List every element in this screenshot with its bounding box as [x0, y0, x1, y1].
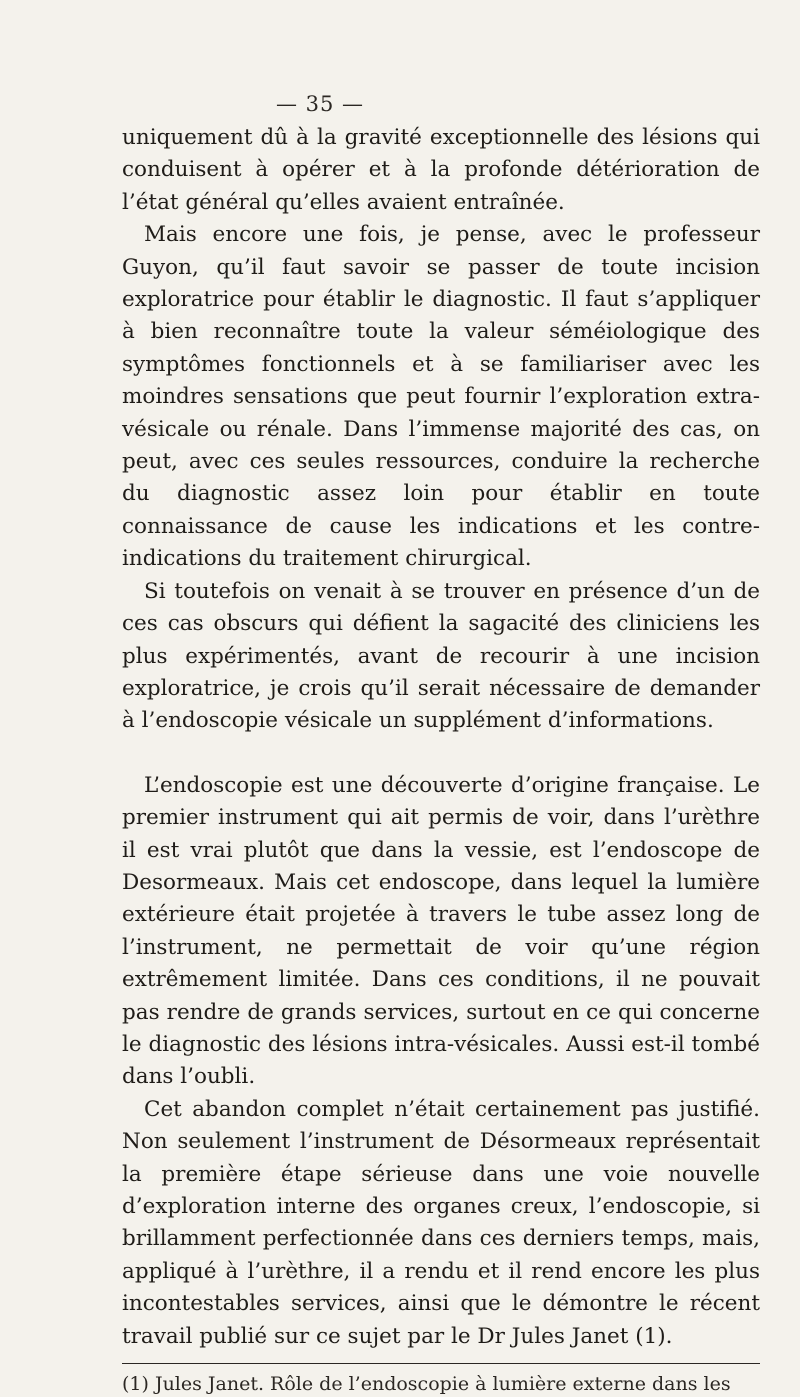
page-number: — 35 — — [275, 92, 365, 116]
body-text — [122, 122, 760, 1353]
paragraph-guyon: Mais encore une fois, je pense, avec le professeur Guyon, qu’il faut savoir se passer de toute incision exploratrice pour établir le diagnostic. Il faut s’appliquer à bien reconnaître toute la valeur séméiologique des symptômes fonctionnels et à se familiariser avec les moindres sensations que peut fournir l’exploration extra-vésicale ou rénale. Dans l’immense majorité des cas, on peut, avec ces seules ressources, conduire la recherche du diagnostic assez loin pour établir en toute connaissance de cause les indications et les contre-indications du traitement chirurgical. — [122, 222, 760, 572]
paragraph-abandon: Cet abandon complet n’était certainement pas justifié. Non seulement l’instrument de Désormeaux représentait la première étape sérieuse dans une voie nouvelle d’exploration interne des organes creux, l’endoscopie, si brillamment perfectionnée dans ces derniers temps, mais, appliqué à l’urèthre, il a rendu et il rend encore les plus incontestables services, ainsi que le démontre le récent travail publié sur ce sujet par le Dr Jules Janet (1). — [122, 1096, 760, 1349]
footnote: (1) Jules Janet. Rôle de l’endoscopie à lumière externe dans les — [122, 1373, 731, 1395]
paragraph-endoscopy-request: Si toutefois on venait à se trouver en présence d’un de ces cas obscurs qui défient la sagacité des cliniciens les plus expérimentés, avant de recourir à une incision exploratrice, je crois qu’il serait nécessaire de demander à l’endoscopie vésicale un supplément d’informations. — [122, 578, 760, 734]
paragraph-endoscopy-origin: L’endoscopie est une découverte d’origine française. Le premier instrument qui ait permis de voir, dans l’urèthre il est vrai plutôt que dans la vessie, est l’endoscope de Desormeaux. Mais cet endoscope, dans lequel la lumière extérieure était projetée à travers le tube assez long de l’instrument, ne permettait de voir qu’une région extrêmement limitée. Dans ces conditions, il ne pouvait pas rendre de grands services, surtout en ce qui concerne le diagnostic des lésions intra-vésicales. Aussi est-il tombé dans l’oubli. — [122, 772, 760, 1090]
footnote-divider — [122, 1363, 760, 1364]
paragraph-continuation: uniquement dû à la gravité exceptionnelle des lésions qui conduisent à opérer et à la profonde détérioration de l’état général qu’elles avaient entraînée. — [122, 125, 760, 215]
